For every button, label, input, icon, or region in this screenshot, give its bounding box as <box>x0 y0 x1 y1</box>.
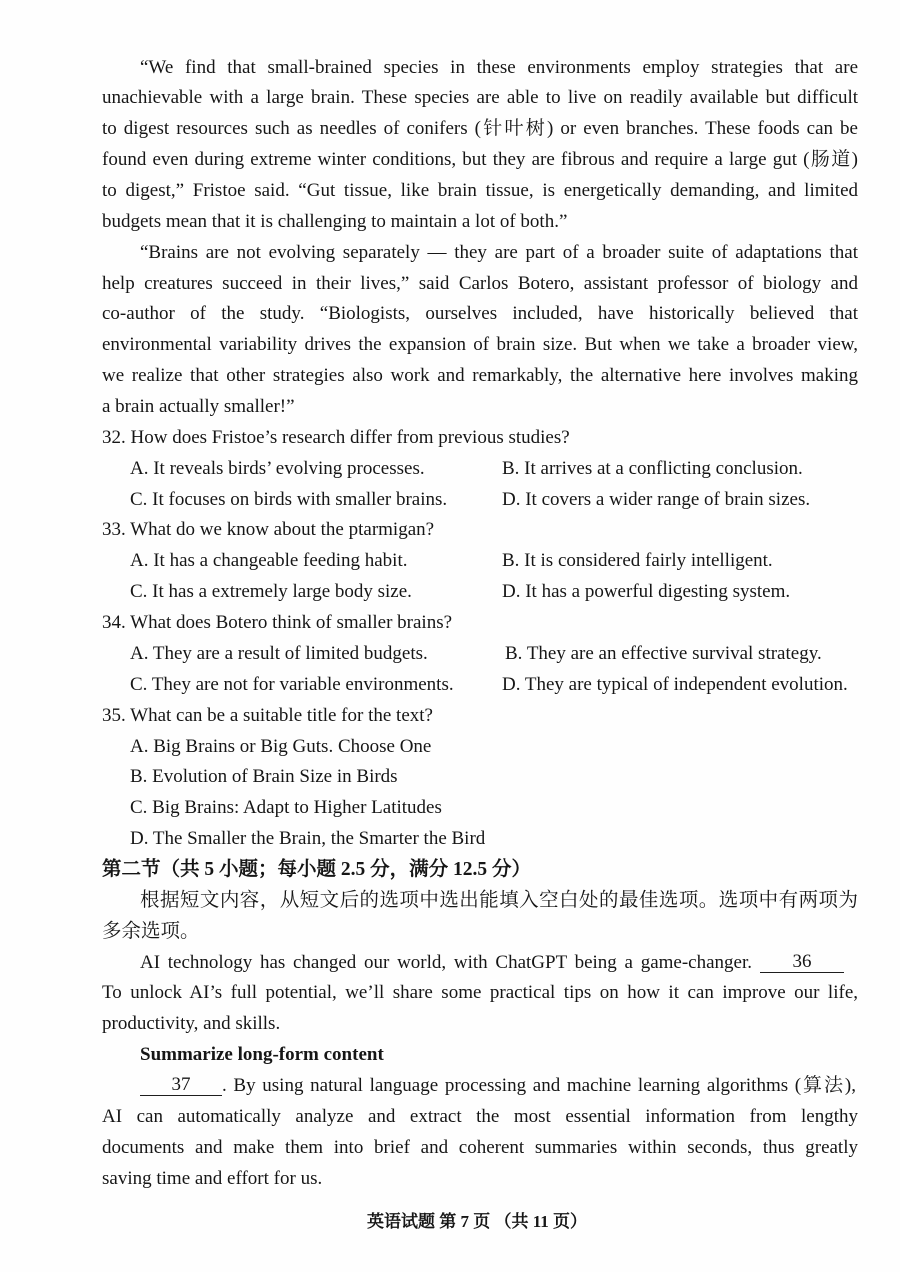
cloze-line: saving time and effort for us. <box>102 1167 323 1189</box>
question-33 <box>102 515 858 608</box>
option-b: B. Evolution of Brain Size in Birds <box>130 766 398 788</box>
cloze-line: documents and make them into brief and coherent summaries within seconds, thus greatly <box>102 1136 858 1158</box>
passage-line: “Brains are not evolving separately — they are part of a broader suite of adaptations that <box>140 241 858 263</box>
cloze-text: . By using natural language processing and machine learning algorithms (算法), <box>222 1074 856 1096</box>
option-d: D. The Smaller the Brain, the Smarter the Bird <box>130 828 486 850</box>
question-34 <box>102 608 858 701</box>
passage-line: to digest resources such as needles of conifers (针叶树) or even branches. These foods can be <box>102 118 858 140</box>
passage-line: unachievable with a large brain. These species are able to live on readily available but difficult <box>102 87 858 109</box>
option-a: A. It reveals birds’ evolving processes. <box>130 457 425 479</box>
passage-line: to digest,” Fristoe said. “Gut tissue, like brain tissue, is energetically demanding, and limited <box>102 180 858 202</box>
cloze-line: productivity, and skills. <box>102 1013 281 1035</box>
section-instructions-line: 多余选项。 <box>102 920 200 942</box>
passage-line: “We find that small-brained species in these environments employ strategies that are <box>140 56 858 78</box>
option-row <box>102 824 858 855</box>
option-c: C. They are not for variable environments. <box>130 673 454 695</box>
cloze-line <box>102 1071 858 1102</box>
option-row <box>102 793 858 824</box>
option-c: C. It has a extremely large body size. <box>130 581 412 603</box>
option-row <box>102 732 858 763</box>
cloze-paragraph-2 <box>102 1071 858 1194</box>
option-row <box>102 670 858 701</box>
option-row <box>102 762 858 793</box>
passage-line: environmental variability drives the expansion of brain size. But when we take a broader view, <box>102 334 858 356</box>
option-row <box>102 577 858 608</box>
passage-line: found even during extreme winter conditions, but they are fibrous and require a large gut (肠道) <box>102 149 858 171</box>
option-b: B. It is considered fairly intelligent. <box>502 550 773 572</box>
question-stem: 32. How does Fristoe’s research differ from previous studies? <box>102 426 570 448</box>
section-header: 第二节（共 5 小题；每小题 2.5 分，满分 12.5 分） <box>102 858 532 880</box>
passage-line: co-author of the study. “Biologists, ourselves included, have historically believed that <box>102 303 858 325</box>
page-content <box>102 53 858 1195</box>
option-a: A. They are a result of limited budgets. <box>130 642 428 664</box>
passage-line: a brain actually smaller!” <box>102 396 295 418</box>
blank-37: 37 <box>140 1071 222 1096</box>
question-32 <box>102 423 858 516</box>
cloze-line: AI can automatically analyze and extract the most essential information from lengthy <box>102 1105 858 1127</box>
option-c: C. It focuses on birds with smaller brains. <box>130 488 448 510</box>
option-row <box>102 546 858 577</box>
option-d: D. It covers a wider range of brain sizes. <box>502 488 811 510</box>
passage-line: help creatures succeed in their lives,” said Carlos Botero, assistant professor of biology and <box>102 272 858 294</box>
question-stem: 33. What do we know about the ptarmigan? <box>102 519 435 541</box>
section-instructions-line: 根据短文内容，从短文后的选项中选出能填入空白处的最佳选项。选项中有两项为 <box>140 889 858 911</box>
cloze-paragraph-1 <box>102 948 858 1041</box>
cloze-line <box>102 948 858 979</box>
option-d: D. It has a powerful digesting system. <box>502 581 791 603</box>
cloze-line: To unlock AI’s full potential, we’ll share some practical tips on how it can improve our life, <box>102 982 858 1004</box>
passage-line: we realize that other strategies also work and remarkably, the alternative here involves making <box>102 365 858 387</box>
option-row <box>102 639 858 670</box>
option-a: A. Big Brains or Big Guts. Choose One <box>130 735 432 757</box>
passage-paragraph-1 <box>102 53 858 238</box>
option-b: B. It arrives at a conflicting conclusion. <box>502 457 803 479</box>
page-footer: 英语试题 第 7 页 （共 11 页） <box>367 1212 588 1231</box>
option-a: A. It has a changeable feeding habit. <box>130 550 408 572</box>
option-d: D. They are typical of independent evolution. <box>502 673 848 695</box>
cloze-text: AI technology has changed our world, with ChatGPT being a game-changer. <box>140 951 752 973</box>
question-stem: 35. What can be a suitable title for the text? <box>102 704 433 726</box>
question-stem: 34. What does Botero think of smaller brains? <box>102 612 453 634</box>
subheading: Summarize long-form content <box>140 1044 384 1066</box>
option-row <box>102 454 858 485</box>
passage-paragraph-2 <box>102 238 858 423</box>
option-c: C. Big Brains: Adapt to Higher Latitudes <box>130 797 442 819</box>
question-35 <box>102 701 858 855</box>
passage-line: budgets mean that it is challenging to maintain a lot of both.” <box>102 210 568 232</box>
option-b: B. They are an effective survival strategy. <box>505 642 822 664</box>
option-row <box>102 485 858 516</box>
blank-36: 36 <box>760 948 844 973</box>
